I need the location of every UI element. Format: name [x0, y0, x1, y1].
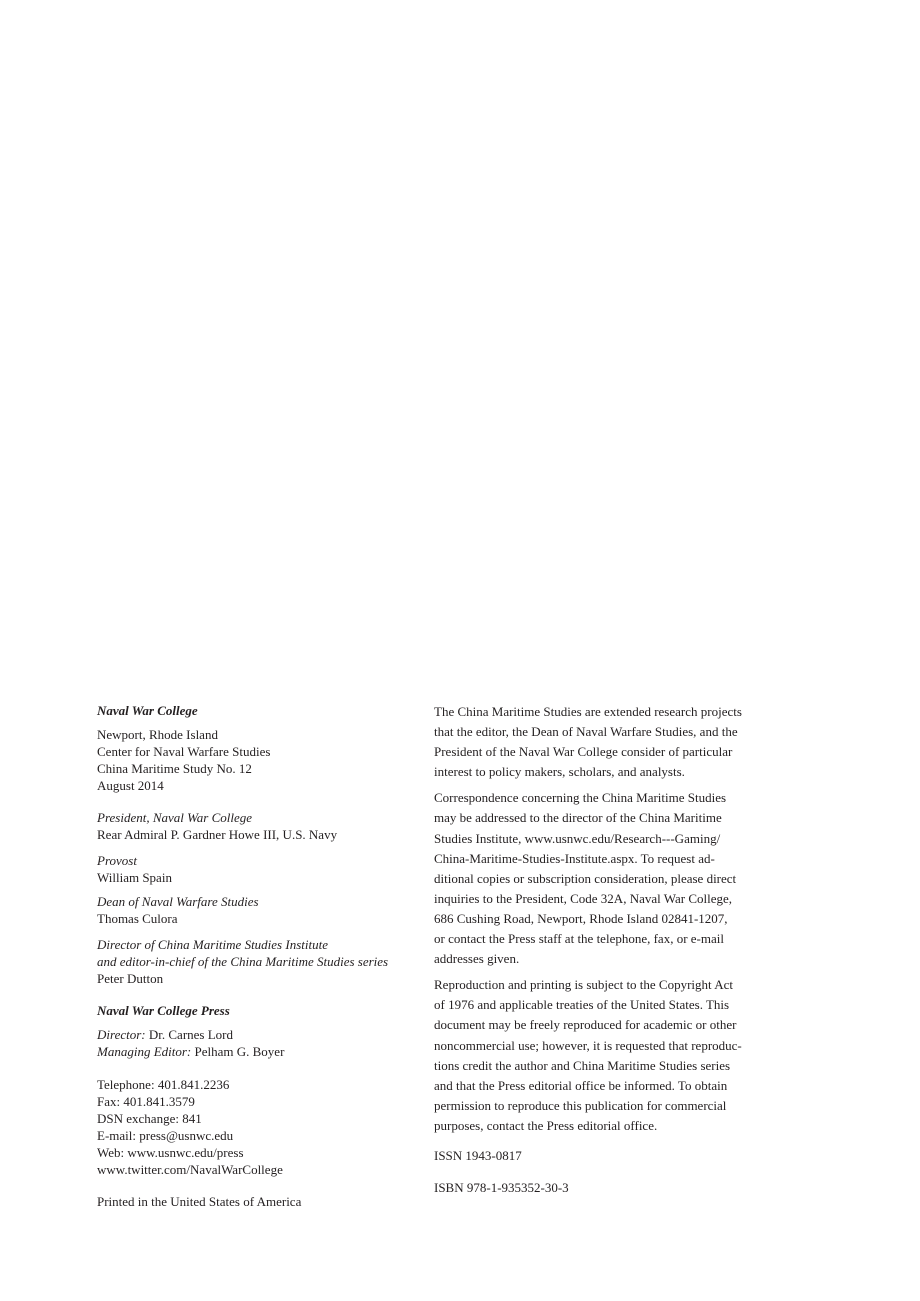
- isbn: ISBN 978-1-935352-30-3: [434, 1180, 569, 1196]
- paragraph-line: tions credit the author and China Maritime Studies series: [434, 1057, 731, 1073]
- location-line: Center for Naval Warfare Studies: [97, 744, 271, 759]
- paragraph-line: noncommercial use; however, it is requested that reproduc-: [434, 1037, 742, 1053]
- managing-editor-line: [97, 1043, 417, 1060]
- press-block: [97, 1002, 417, 1060]
- college-name: Naval War College: [97, 703, 198, 718]
- correspondence-paragraph: [434, 788, 774, 969]
- paragraph-line: permission to reproduce this publication for commercial: [434, 1097, 727, 1113]
- provost-title: Provost: [97, 853, 137, 868]
- web: Web: www.usnwc.edu/press: [97, 1145, 244, 1160]
- paragraph-line: interest to policy makers, scholars, and analysts.: [434, 764, 685, 780]
- series-description: [434, 702, 774, 782]
- dean-name: Thomas Culora: [97, 911, 178, 926]
- paragraph-line: The China Maritime Studies are extended research projects: [434, 704, 742, 719]
- colophon-right-column: [434, 702, 774, 1198]
- contact-block: [97, 1076, 417, 1178]
- managing-editor-name: Pelham G. Boyer: [191, 1044, 285, 1059]
- press-director-label: Director:: [97, 1027, 146, 1042]
- college-block: [97, 702, 417, 794]
- press-director-line: [97, 1026, 417, 1043]
- paragraph-line: inquiries to the President, Code 32A, Naval War College,: [434, 890, 733, 906]
- printed-note: Printed in the United States of America: [97, 1194, 302, 1209]
- telephone: Telephone: 401.841.2236: [97, 1077, 230, 1092]
- fax: Fax: 401.841.3579: [97, 1094, 195, 1109]
- provost-name: William Spain: [97, 870, 172, 885]
- director-title-continued: and editor-in-chief of the China Maritime Studies series: [97, 954, 389, 969]
- president-name: Rear Admiral P. Gardner Howe III, U.S. Navy: [97, 827, 338, 842]
- location-line: Newport, Rhode Island: [97, 727, 218, 742]
- paragraph-line: of 1976 and applicable treaties of the United States. This: [434, 997, 730, 1013]
- press-staff: [97, 1026, 417, 1060]
- paragraph-line: Correspondence concerning the China Maritime Studies: [434, 790, 727, 806]
- colophon-left-column: [97, 702, 417, 1210]
- dsn-exchange: DSN exchange: 841: [97, 1111, 202, 1126]
- paragraph-line: Reproduction and printing is subject to the Copyright Act: [434, 977, 733, 993]
- location-line: August 2014: [97, 778, 164, 793]
- paragraph-line: 686 Cushing Road, Newport, Rhode Island 02841-1207,: [434, 910, 728, 926]
- twitter: www.twitter.com/NavalWarCollege: [97, 1162, 283, 1177]
- paragraph-line: China-Maritime-Studies-Institute.aspx. To request ad-: [434, 850, 715, 866]
- location-line: China Maritime Study No. 12: [97, 761, 252, 776]
- paragraph-line: addresses given.: [434, 951, 520, 967]
- paragraph-line: may be addressed to the director of the China Maritime: [434, 810, 722, 826]
- paragraph-line: or contact the Press staff at the telephone, fax, or e-mail: [434, 931, 724, 947]
- president-block: [97, 809, 417, 843]
- issn: ISSN 1943-0817: [434, 1147, 522, 1163]
- reproduction-paragraph: [434, 975, 774, 1136]
- paragraph-line: ditional copies or subscription consideration, please direct: [434, 870, 737, 886]
- paragraph-line: Studies Institute, www.usnwc.edu/Research---Gaming/: [434, 830, 721, 846]
- dean-title: Dean of Naval Warfare Studies: [97, 894, 259, 909]
- printed-block: [97, 1193, 417, 1210]
- paragraph-line: that the editor, the Dean of Naval Warfare Studies, and the: [434, 724, 738, 740]
- director-name: Peter Dutton: [97, 971, 164, 986]
- paragraph-line: document may be freely reproduced for academic or other: [434, 1017, 737, 1033]
- paragraph-line: and that the Press editorial office be informed. To obtain: [434, 1077, 728, 1093]
- dean-block: [97, 893, 417, 927]
- director-title: Director of China Maritime Studies Institute: [97, 937, 328, 952]
- provost-block: [97, 852, 417, 886]
- paragraph-line: purposes, contact the Press editorial office.: [434, 1117, 658, 1133]
- director-block: [97, 936, 417, 987]
- managing-editor-label: Managing Editor:: [97, 1044, 192, 1059]
- location-block: [97, 726, 417, 794]
- paragraph-line: President of the Naval War College consider of particular: [434, 744, 733, 760]
- press-name: Naval War College Press: [97, 1003, 230, 1018]
- email: E-mail: press@usnwc.edu: [97, 1128, 234, 1143]
- issn-block: [434, 1146, 774, 1166]
- isbn-block: [434, 1178, 774, 1198]
- press-director-name: Dr. Carnes Lord: [145, 1027, 233, 1042]
- president-title: President, Naval War College: [97, 810, 253, 825]
